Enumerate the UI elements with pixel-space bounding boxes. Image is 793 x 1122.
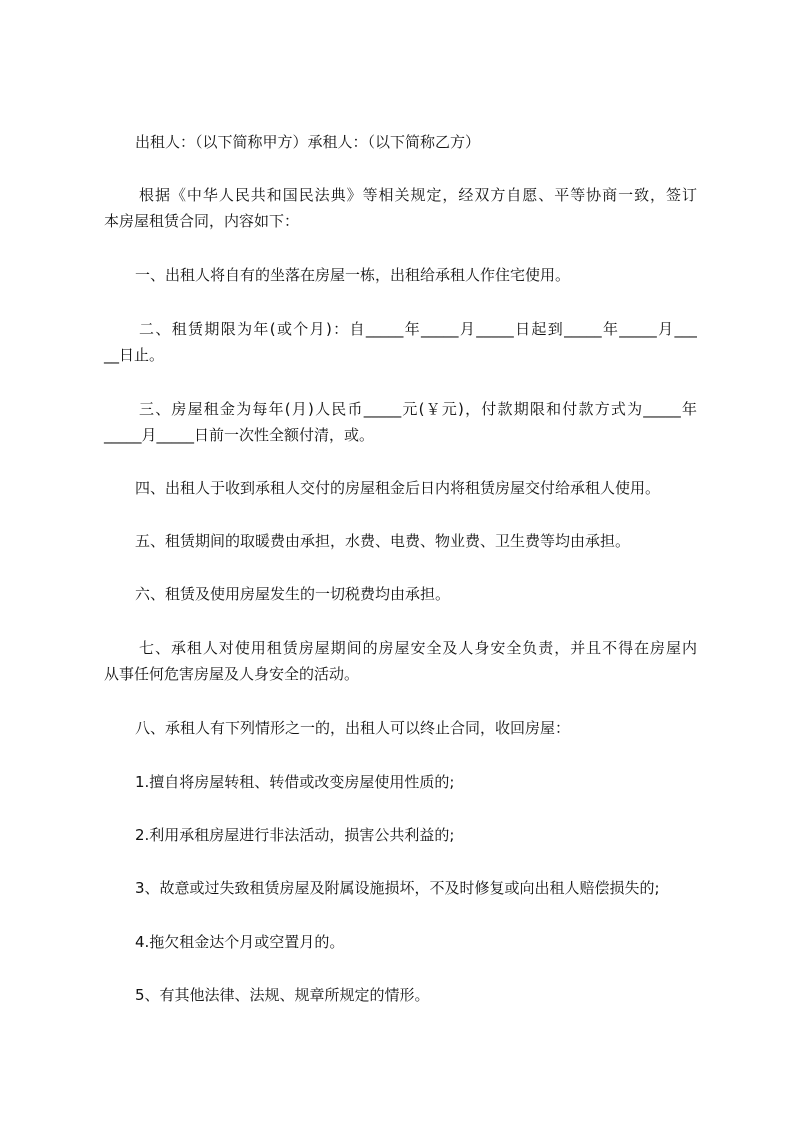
clause-6: 六、租赁及使用房屋发生的一切税费均由承担。	[135, 585, 451, 603]
clause-8-item-4: 4.拖欠租金达个月或空置月的。	[135, 933, 345, 951]
clause-2-line-1: 二、租赁期限为年(或个月)：自_____年_____月_____日起到_____年_____月___	[139, 320, 697, 338]
clause-8-item-2: 2.利用承租房屋进行非法活动，损害公共利益的;	[135, 826, 455, 844]
clause-3-line-2: _____月_____日前一次性全额付清，或。	[104, 426, 375, 444]
clause-2-line-2: __日止。	[104, 346, 165, 364]
clause-5: 五、租赁期间的取暖费由承担，水费、电费、物业费、卫生费等均由承担。	[135, 532, 631, 550]
clause-7-line-2: 从事任何危害房屋及人身安全的活动。	[104, 665, 360, 683]
clause-1: 一、出租人将自有的坐落在房屋一栋，出租给承租人作住宅使用。	[135, 266, 571, 284]
clause-3-line-1: 三、房屋租金为每年(月)人民币_____元(￥元)，付款期限和付款方式为_____年	[139, 400, 697, 418]
clause-8-item-3: 3、故意或过失致租赁房屋及附属设施损坏，不及时修复或向出租人赔偿损失的;	[135, 879, 660, 897]
preamble-line-1: 根据《中华人民共和国民法典》等相关规定，经双方自愿、平等协商一致，签订	[139, 186, 697, 204]
preamble-line-2: 本房屋租赁合同，内容如下：	[104, 212, 300, 230]
clause-8-item-5: 5、有其他法律、法规、规章所规定的情形。	[135, 986, 430, 1004]
clause-8-item-1: 1.擅自将房屋转租、转借或改变房屋使用性质的;	[135, 773, 455, 791]
clause-4: 四、出租人于收到承租人交付的房屋租金后日内将租赁房屋交付给承租人使用。	[135, 479, 661, 497]
parties-line: 出租人：（以下简称甲方）承租人：（以下简称乙方）	[135, 133, 481, 151]
clause-8: 八、承租人有下列情形之一的，出租人可以终止合同，收回房屋：	[135, 719, 571, 737]
clause-7-line-1: 七、承租人对使用租赁房屋期间的房屋安全及人身安全负责，并且不得在房屋内	[139, 639, 697, 657]
